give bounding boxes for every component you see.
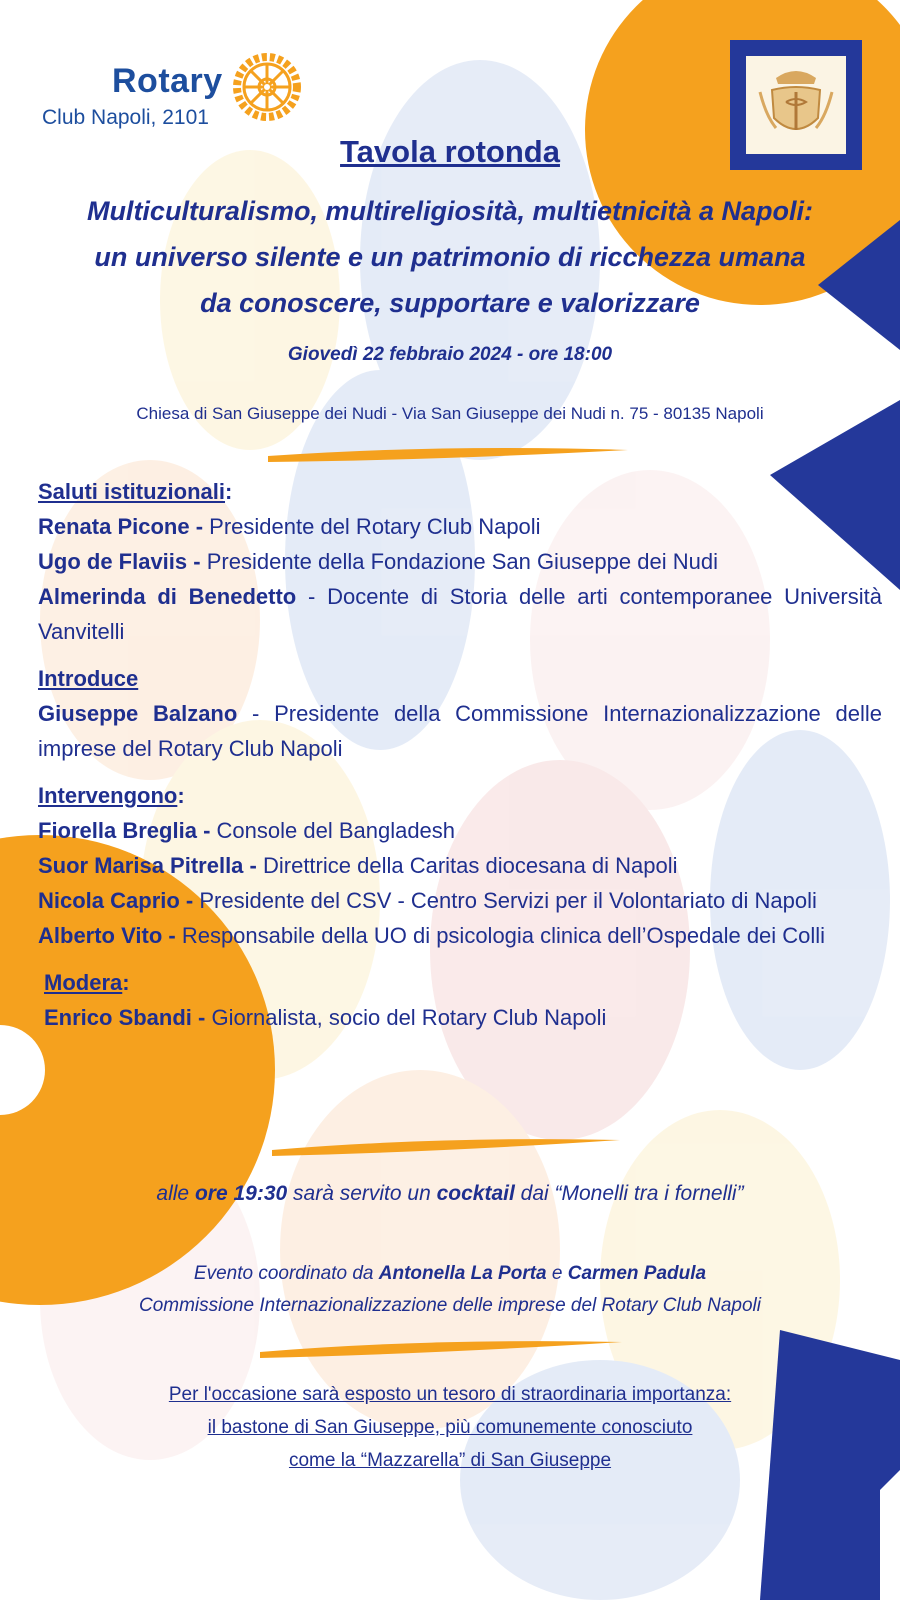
section-heading-saluti: Saluti istituzionali	[38, 479, 226, 504]
cocktail-text: dai “Monelli tra i fornelli”	[514, 1182, 744, 1205]
speaker-entry: Giuseppe Balzano - Presidente della Commissione Internazionalizzazione delle imprese del Rotary Club Napoli	[38, 701, 882, 761]
rotary-logo-text: Rotary	[112, 62, 223, 100]
speaker-entry: Alberto Vito - Responsabile della UO di psicologia clinica dell’Ospedale dei Colli	[38, 923, 826, 948]
coordination	[0, 1258, 900, 1322]
event-title: Tavola rotonda	[340, 134, 560, 169]
speaker-entry: Nicola Caprio - Presidente del CSV - Centro Servizi per il Volontariato di Napoli	[38, 888, 817, 913]
program: Saluti istituzionali: Renata Picone - Presidente del Rotary Club Napoli Ugo de Flaviis - Presidente della Fondazione San Giuseppe dei Nudi Almerinda di Benedetto - Docente di Storia delle arti contemporanee Università Vanvitelli Introduce Giuseppe Balzano - Presidente della Commissione Internazionalizzazione delle imprese del Rotary Club Napoli Intervengono: Fiorella Breglia - Console del Bangladesh Suor Marisa Pitrella - Direttrice della Caritas diocesana di Napoli Nicola Caprio - Presidente del CSV - Centro Servizi per il Volontariato di Napoli Alberto Vito - Responsabile della UO di psicologia clinica dell’Ospedale dei Colli Modera: Enrico Sbandi - Giornalista, socio del Rotary Club Napoli	[38, 474, 882, 1035]
speaker-name: Alberto Vito	[38, 923, 163, 948]
speaker-entry: Renata Picone - Presidente del Rotary Club Napoli	[38, 514, 541, 539]
closing-line: come la “Mazzarella” di San Giuseppe	[288, 1450, 612, 1471]
speaker-role: Direttrice della Caritas diocesana di Napoli	[262, 853, 678, 878]
speaker-name: Renata Picone	[38, 514, 190, 539]
speaker-entry: Fiorella Breglia - Console del Bangladesh	[38, 818, 456, 843]
section-heading-introduce: Introduce	[38, 666, 139, 691]
speaker-role: Presidente del Rotary Club Napoli	[209, 514, 541, 539]
speaker-entry: Suor Marisa Pitrella - Direttrice della Caritas diocesana di Napoli	[38, 853, 678, 878]
cocktail-text: alle	[156, 1182, 195, 1205]
speaker-role: Giornalista, socio del Rotary Club Napoli	[211, 1005, 607, 1030]
speaker-role: Responsabile della UO di psicologia clinica dell’Ospedale dei Colli	[181, 923, 826, 948]
event-date: Giovedì 22 febbraio 2024 - ore 18:00	[287, 344, 613, 365]
speaker-role: Presidente della Commissione Internazionalizzazione delle imprese del Rotary Club Napoli	[38, 701, 882, 761]
cocktail-notice	[0, 1182, 900, 1206]
speaker-entry: Ugo de Flaviis - Presidente della Fondazione San Giuseppe dei Nudi	[38, 549, 718, 574]
coordinator-name: Carmen Padula	[567, 1263, 707, 1284]
speaker-name: Ugo de Flaviis	[38, 549, 188, 574]
section-heading-modera: Modera	[44, 970, 123, 995]
coordination-text: e	[546, 1263, 568, 1284]
subtitle-line: Multiculturalismo, multireligiosità, multietnicità a Napoli:	[86, 196, 814, 226]
speaker-name: Giuseppe Balzano	[38, 701, 238, 726]
cocktail-item: cocktail	[436, 1182, 515, 1205]
closing-line: il bastone di San Giuseppe, più comunemente conosciuto	[207, 1417, 693, 1438]
speaker-name: Enrico Sbandi	[44, 1005, 192, 1030]
cocktail-time: ore 19:30	[194, 1182, 288, 1205]
event-subtitle	[30, 188, 870, 326]
cocktail-text: sarà servito un	[287, 1182, 437, 1205]
speaker-role: Presidente della Fondazione San Giuseppe dei Nudi	[206, 549, 718, 574]
closing-note	[0, 1378, 900, 1477]
rotary-wheel-icon	[232, 52, 302, 122]
speaker-name: Suor Marisa Pitrella	[38, 853, 244, 878]
club-name: Club Napoli, 2101	[42, 106, 209, 129]
subtitle-line: da conoscere, supportare e valorizzare	[200, 288, 700, 318]
speaker-entry: Enrico Sbandi - Giornalista, socio del Rotary Club Napoli	[44, 1005, 607, 1030]
subtitle-line: un universo silente e un patrimonio di ricchezza umana	[94, 242, 806, 272]
coordinator-name: Antonella La Porta	[378, 1263, 547, 1284]
event-venue: Chiesa di San Giuseppe dei Nudi - Via San Giuseppe dei Nudi n. 75 - 80135 Napoli	[136, 404, 764, 423]
section-heading-intervengono: Intervengono	[38, 783, 178, 808]
speaker-name: Fiorella Breglia	[38, 818, 197, 843]
coordination-text: Evento coordinato da	[193, 1263, 379, 1284]
speaker-name: Nicola Caprio	[38, 888, 180, 913]
speaker-role: Docente di Storia delle arti contemporanee Università Vanvitelli	[38, 584, 882, 644]
speaker-entry: Almerinda di Benedetto - Docente di Storia delle arti contemporanee Università Vanvitelli	[38, 584, 882, 644]
speaker-role: Console del Bangladesh	[216, 818, 456, 843]
closing-line: Per l'occasione sarà esposto un tesoro di straordinaria importanza:	[168, 1384, 732, 1405]
coordination-commission: Commissione Internazionalizzazione delle imprese del Rotary Club Napoli	[138, 1295, 762, 1316]
speaker-name: Almerinda di Benedetto	[38, 584, 297, 609]
speaker-role: Presidente del CSV - Centro Servizi per il Volontariato di Napoli	[199, 888, 817, 913]
